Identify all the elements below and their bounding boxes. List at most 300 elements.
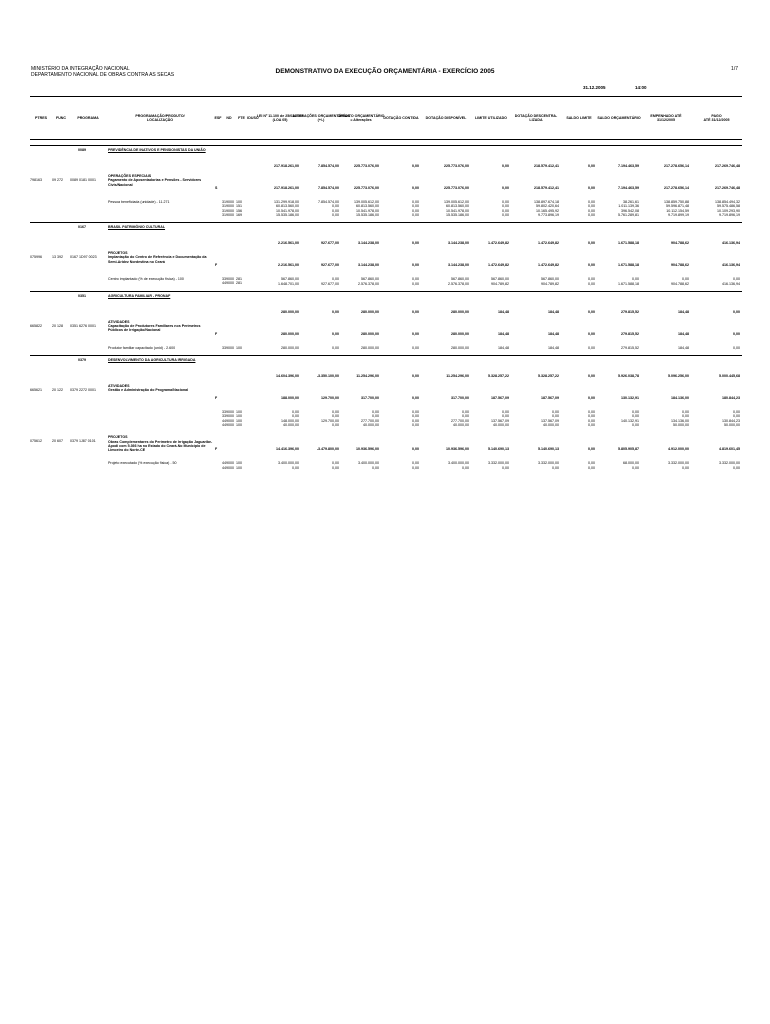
amount-cell: 137.567,09 bbox=[541, 418, 559, 423]
amount-cell: 1.472.649,82 bbox=[488, 263, 509, 268]
col-fte: FTE bbox=[238, 115, 245, 120]
section-divider bbox=[30, 222, 742, 223]
amount-cell: 9.719.896,19 bbox=[719, 212, 740, 217]
report-title: DEMONSTRATIVO DA EXECUÇÃO ORÇAMENTÁRIA - EXERCÍCIO 2005 bbox=[275, 68, 495, 75]
col-nd: ND bbox=[226, 115, 232, 120]
program-action-code: 0089 0181 0001 bbox=[70, 178, 96, 182]
amount-cell: 0,00 bbox=[733, 277, 740, 282]
amount-cell: 280.000,00 bbox=[361, 331, 379, 336]
amount-cell: 0,00 bbox=[332, 461, 339, 466]
amount-cell: 130.132,91 bbox=[621, 396, 639, 401]
amount-cell: 0,00 bbox=[412, 461, 419, 466]
amount-cell: 184,48 bbox=[548, 331, 559, 336]
amount-cell: 0,00 bbox=[588, 263, 595, 268]
amount-cell: 59.575.486,58 bbox=[717, 204, 740, 209]
nd-code: 339000 bbox=[222, 345, 234, 350]
amount-cell: 280.000,00 bbox=[451, 331, 469, 336]
amount-cell: 184,48 bbox=[678, 345, 689, 350]
col-ptres: PTRES bbox=[35, 115, 47, 120]
amount-cell: 280.000,00 bbox=[451, 309, 469, 314]
amount-cell: 904.788,62 bbox=[671, 263, 689, 268]
amount-cell: 218.579.412,41 bbox=[534, 186, 559, 190]
func-code: 09 272 bbox=[52, 178, 63, 182]
amount-cell: 0,00 bbox=[502, 414, 509, 419]
amount-cell: 1.472.649,82 bbox=[538, 263, 559, 268]
amount-cell: 0,00 bbox=[552, 410, 559, 415]
amount-cell: 0,00 bbox=[682, 414, 689, 419]
amount-cell: 0,00 bbox=[502, 186, 509, 190]
esf-code: F bbox=[215, 447, 218, 452]
amount-cell: 7.194.463,59 bbox=[618, 186, 639, 190]
amount-cell: 0,00 bbox=[588, 396, 595, 401]
amount-cell: 5.805.905,87 bbox=[618, 447, 639, 452]
amount-cell: 60.813.560,00 bbox=[446, 204, 469, 209]
amount-cell: 0,00 bbox=[682, 410, 689, 415]
amount-cell: 2.576.378,00 bbox=[448, 281, 469, 286]
amount-cell: 0,00 bbox=[332, 345, 339, 350]
amount-cell: 280.000,00 bbox=[361, 309, 379, 314]
amount-cell: 138.859.750,88 bbox=[664, 200, 689, 204]
amount-cell: 184,48 bbox=[678, 331, 689, 336]
amount-cell: 40.000,00 bbox=[283, 423, 299, 427]
amount-cell: 217.278.656,14 bbox=[664, 186, 689, 190]
amount-cell: 904.789,82 bbox=[541, 281, 559, 286]
amount-cell: 0,00 bbox=[412, 345, 419, 350]
amount-cell: 279.815,52 bbox=[621, 309, 639, 314]
amount-cell: 138.854.494,32 bbox=[715, 200, 740, 204]
amount-cell: 0,00 bbox=[412, 186, 419, 190]
col-iduso: IDUSO bbox=[247, 115, 259, 120]
amount-cell: 0,00 bbox=[588, 410, 595, 415]
amount-cell: 0,00 bbox=[412, 331, 419, 336]
amount-cell: 0,00 bbox=[588, 423, 595, 427]
amount-cell: 138.897.674,18 bbox=[534, 200, 559, 204]
page-number: 1/7 bbox=[731, 66, 738, 72]
amount-cell: 217.918.261,00 bbox=[274, 186, 299, 190]
amount-cell: 10.936.596,00 bbox=[446, 447, 469, 452]
section-divider bbox=[30, 291, 742, 292]
amount-cell: 0,00 bbox=[588, 461, 595, 466]
amount-cell: 225.773.076,00 bbox=[444, 164, 469, 168]
amount-cell: 0,00 bbox=[588, 241, 595, 246]
amount-cell: 225.773.076,00 bbox=[354, 186, 379, 190]
amount-cell: 1.671.588,18 bbox=[618, 263, 639, 268]
amount-cell: 0,00 bbox=[588, 418, 595, 423]
amount-cell: 0,00 bbox=[588, 374, 595, 379]
col-empenhado: EMPENHADO ATÉ 31/12/2005 bbox=[650, 113, 682, 122]
amount-cell: -3.350.100,00 bbox=[316, 374, 339, 379]
amount-cell: 4.912.000,00 bbox=[668, 447, 689, 452]
amount-cell: 10.541.978,00 bbox=[356, 208, 379, 213]
amount-cell: 0,00 bbox=[412, 423, 419, 427]
func-code: 13 392 bbox=[52, 255, 63, 260]
amount-cell: 1.671.588,18 bbox=[618, 241, 639, 246]
amount-cell: 317.700,00 bbox=[451, 396, 469, 401]
amount-cell: 904.788,62 bbox=[671, 241, 689, 246]
amount-cell: 567.860,00 bbox=[451, 277, 469, 282]
detail-product: Projeto executado (% execução física) - 50 bbox=[108, 461, 177, 466]
amount-cell: 217.269.746,48 bbox=[715, 186, 740, 190]
amount-cell: 0,00 bbox=[332, 465, 339, 470]
amount-cell: 0,00 bbox=[632, 423, 639, 427]
amount-cell: 0,00 bbox=[588, 309, 595, 314]
action-title: PROJETOS Implantação do Centro de Referência e Documentação da Semi-Aridez Nordestina no Ceará bbox=[108, 251, 207, 264]
amount-cell: 10.936.596,00 bbox=[356, 447, 379, 452]
amount-cell: 131.299.918,00 bbox=[274, 200, 299, 204]
amount-cell: 2.216.561,00 bbox=[278, 241, 299, 246]
amount-cell: 50.000,00 bbox=[673, 423, 689, 427]
amount-cell: 0,00 bbox=[588, 447, 595, 452]
detail-product: Centro implantado (% de execução física) - 100 bbox=[108, 277, 184, 282]
amount-cell: 0,00 bbox=[332, 331, 339, 336]
amount-cell: 7.854.574,00 bbox=[318, 186, 339, 190]
amount-cell: 218.579.412,41 bbox=[534, 164, 559, 168]
amount-cell: 5.000.445,68 bbox=[719, 374, 740, 379]
amount-cell: 1.472.649,82 bbox=[488, 241, 509, 246]
amount-cell: 0,00 bbox=[332, 414, 339, 419]
amount-cell: 0,00 bbox=[412, 414, 419, 419]
amount-cell: 0,00 bbox=[372, 465, 379, 470]
amount-cell: 0,00 bbox=[412, 465, 419, 470]
amount-cell: 68.000,00 bbox=[623, 461, 639, 466]
col-saldo-limite: SALDO LIMITE bbox=[566, 115, 592, 120]
amount-cell: 0,00 bbox=[412, 277, 419, 282]
amount-cell: 0,00 bbox=[412, 396, 419, 401]
amount-cell: 0,00 bbox=[412, 241, 419, 246]
amount-cell: 129.700,00 bbox=[321, 418, 339, 423]
amount-cell: 0,00 bbox=[292, 410, 299, 415]
ptres-code: 798163 bbox=[30, 178, 42, 182]
report-date: 31.12.2005 bbox=[583, 85, 606, 90]
amount-cell: 40.000,00 bbox=[543, 423, 559, 427]
amount-cell: 0,00 bbox=[632, 414, 639, 419]
amount-cell: 0,00 bbox=[588, 465, 595, 470]
action-title: ATIVIDADES Capacitação de Produtores Familiares nos Perímetros Públicos de Irrigação/Nacional bbox=[108, 319, 201, 333]
amount-cell: 0,00 bbox=[332, 204, 339, 209]
amount-cell: 3.332.000,00 bbox=[488, 461, 509, 466]
amount-cell: 184,48 bbox=[498, 331, 509, 336]
program-action-code: 0379 1J87 0101 bbox=[70, 439, 96, 444]
amount-cell: 10.109.293,90 bbox=[717, 208, 740, 213]
nd-code: 319000 319000 319000 319000 bbox=[222, 200, 234, 217]
amount-cell: 0,00 bbox=[588, 164, 595, 168]
amount-cell: 0,00 bbox=[682, 465, 689, 470]
amount-cell: 0,00 bbox=[733, 410, 740, 415]
amount-cell: 15.535.186,00 bbox=[276, 212, 299, 217]
amount-cell: 137.567,09 bbox=[491, 418, 509, 423]
amount-cell: 927.677,00 bbox=[321, 281, 339, 286]
amount-cell: 134.136,00 bbox=[671, 418, 689, 423]
amount-cell: 184,48 bbox=[498, 345, 509, 350]
amount-cell: 3.400.000,00 bbox=[278, 461, 299, 466]
amount-cell: 139.005.612,00 bbox=[354, 200, 379, 204]
amount-cell: 59.596.871,48 bbox=[666, 204, 689, 209]
program-title: PREVIDÊNCIA DE INATIVOS E PENSIONISTAS DA UNIÃO bbox=[108, 148, 206, 152]
amount-cell: 3.332.000,00 bbox=[538, 461, 559, 466]
amount-cell: 277.700,00 bbox=[361, 418, 379, 423]
amount-cell: 904.788,62 bbox=[671, 281, 689, 286]
amount-cell: 7.854.574,00 bbox=[318, 164, 339, 168]
amount-cell: 927.677,00 bbox=[321, 263, 339, 268]
amount-cell: 225.773.076,00 bbox=[444, 186, 469, 190]
amount-cell: 5.140.690,13 bbox=[488, 447, 509, 452]
amount-cell: 567.860,00 bbox=[361, 277, 379, 282]
amount-cell: 14.604.396,00 bbox=[276, 374, 299, 379]
amount-cell: 187.567,09 bbox=[491, 396, 509, 401]
amount-cell: 0,00 bbox=[502, 212, 509, 217]
amount-cell: 59.802.420,64 bbox=[536, 204, 559, 209]
amount-cell: 0,00 bbox=[292, 414, 299, 419]
report-table-body bbox=[30, 138, 742, 948]
col-dotacao-disponivel: DOTAÇÃO DISPONÍVEL bbox=[425, 115, 467, 120]
program-action-code: 0379 2272 0001 bbox=[70, 388, 96, 393]
amount-cell: 3.400.000,00 bbox=[358, 461, 379, 466]
col-programacao: PROGRAMAÇÃO/PRODUTO/ LOCALIZAÇÃO bbox=[135, 113, 185, 122]
amount-cell: 0,00 bbox=[332, 212, 339, 217]
amount-cell: 0,00 bbox=[332, 309, 339, 314]
ptres-code: 075996 bbox=[30, 255, 42, 260]
amount-cell: 217.918.261,00 bbox=[274, 164, 299, 168]
amount-cell: 0,00 bbox=[682, 277, 689, 282]
amount-cell: 5.140.690,13 bbox=[538, 447, 559, 452]
amount-cell: 10.541.978,00 bbox=[446, 208, 469, 213]
col-alteracoes: ALTERAÇÕES ORÇAMENTÁRIAS (+/-) bbox=[292, 113, 350, 122]
amount-cell: 279.815,52 bbox=[621, 331, 639, 336]
fte-code: 100 bbox=[236, 345, 242, 350]
amount-cell: 280.000,00 bbox=[281, 309, 299, 314]
amount-cell: 567.860,00 bbox=[491, 277, 509, 282]
program-code: 0167 bbox=[78, 225, 86, 230]
amount-cell: 0,00 bbox=[632, 277, 639, 282]
col-dotacao-contida: DOTAÇÃO CONTIDA bbox=[383, 115, 419, 120]
program-code: 0089 bbox=[78, 148, 86, 152]
amount-cell: 279.815,52 bbox=[621, 345, 639, 350]
amount-cell: 40.000,00 bbox=[453, 423, 469, 427]
amount-cell: 184,48 bbox=[548, 345, 559, 350]
amount-cell: 60.813.560,00 bbox=[356, 204, 379, 209]
action-title: ATIVIDADES Gestão e Administração do Programa/Nacional bbox=[108, 384, 189, 393]
amount-cell: 1.011.139,36 bbox=[618, 204, 639, 209]
col-credito: CRÉDITO ORÇAMENTÁRIO = Alterações bbox=[337, 113, 385, 122]
ptres-code: 665822 bbox=[30, 323, 42, 328]
col-func: FUNC bbox=[56, 115, 66, 120]
program-code: 0379 bbox=[78, 358, 86, 363]
department-name: DEPARTAMENTO NACIONAL DE OBRAS CONTRA AS SECAS bbox=[31, 72, 175, 78]
amount-cell: 0,00 bbox=[733, 331, 740, 336]
amount-cell: 567.860,00 bbox=[541, 277, 559, 282]
amount-cell: 280.000,00 bbox=[281, 331, 299, 336]
amount-cell: 0,00 bbox=[588, 281, 595, 286]
amount-cell: 0,00 bbox=[412, 418, 419, 423]
amount-cell: 0,00 bbox=[502, 204, 509, 209]
amount-cell: 2.216.561,00 bbox=[278, 263, 299, 268]
amount-cell: 0,00 bbox=[588, 204, 595, 209]
col-dotacao-descentralizada: DOTAÇÃO DESCENTRA- LIZADA bbox=[514, 113, 558, 122]
amount-cell: 0,00 bbox=[462, 410, 469, 415]
amount-cell: 60.813.560,00 bbox=[276, 204, 299, 209]
col-lei: LEI Nº 11.100 de 25/01/2005 (LOA 05) bbox=[256, 113, 304, 122]
amount-cell: 0,00 bbox=[502, 465, 509, 470]
esf-code: F bbox=[215, 331, 218, 336]
amount-cell: 416.136,94 bbox=[722, 281, 740, 286]
amount-cell: 0,00 bbox=[412, 410, 419, 415]
amount-cell: 0,00 bbox=[733, 465, 740, 470]
amount-cell: 0,00 bbox=[372, 410, 379, 415]
action-title: OPERAÇÕES ESPECIAIS Pagamento de Aposentadorias e Pensões - Servidores Civis/Nacional bbox=[108, 174, 202, 187]
func-code: 20 607 bbox=[52, 439, 63, 444]
amount-cell: 3.332.000,00 bbox=[719, 461, 740, 466]
ministry-name: MINISTÉRIO DA INTEGRAÇÃO NACIONAL bbox=[31, 66, 130, 72]
amount-cell: 0,00 bbox=[733, 345, 740, 350]
col-program: PROGRAMA bbox=[77, 115, 99, 120]
amount-cell: 130.844,23 bbox=[722, 418, 740, 423]
amount-cell: 9.719.899,19 bbox=[668, 212, 689, 217]
amount-cell: 40.000,00 bbox=[493, 423, 509, 427]
amount-cell: 904.789,82 bbox=[491, 281, 509, 286]
amount-cell: 10.165.495,92 bbox=[536, 208, 559, 213]
amount-cell: 0,00 bbox=[332, 423, 339, 427]
amount-cell: 14.416.396,00 bbox=[276, 447, 299, 452]
amount-cell: 40.000,00 bbox=[363, 423, 379, 427]
amount-cell: 3.144.238,00 bbox=[448, 241, 469, 246]
fte-code: 100 151 156 169 bbox=[236, 200, 242, 217]
amount-cell: 0,00 bbox=[412, 208, 419, 213]
esf-code: F bbox=[215, 263, 218, 268]
amount-cell: 0,00 bbox=[632, 410, 639, 415]
amount-cell: 0,00 bbox=[412, 204, 419, 209]
col-limite-utilizado: LIMITE UTILIZADO bbox=[475, 115, 507, 120]
amount-cell: 15.535.186,00 bbox=[446, 212, 469, 217]
ptres-code: 075612 bbox=[30, 439, 42, 444]
amount-cell: 0,00 bbox=[588, 212, 595, 217]
amount-cell: 5.761.289,81 bbox=[618, 212, 639, 217]
amount-cell: 280.000,00 bbox=[451, 345, 469, 350]
amount-cell: 184,48 bbox=[548, 309, 559, 314]
col-pago: PAGO ATÉ 31/12/2005 bbox=[703, 113, 730, 122]
amount-cell: 0,00 bbox=[588, 186, 595, 190]
amount-cell: 277.700,00 bbox=[451, 418, 469, 423]
amount-cell: 7.194.463,59 bbox=[618, 164, 639, 168]
program-action-code: 0167 1D97 0023 bbox=[70, 255, 97, 260]
nd-code: 339000 339000 449000 449000 bbox=[222, 410, 234, 427]
amount-cell: 0,00 bbox=[412, 309, 419, 314]
amount-cell: 148.000,00 bbox=[281, 418, 299, 423]
program-title: DESENVOLVIMENTO DA AGRICULTURA IRRIGADA bbox=[108, 358, 196, 363]
amount-cell: 225.773.076,00 bbox=[354, 164, 379, 168]
func-code: 20 128 bbox=[52, 323, 63, 328]
amount-cell: 217.278.656,14 bbox=[664, 164, 689, 168]
amount-cell: 0,00 bbox=[412, 212, 419, 217]
amount-cell: 139.005.612,00 bbox=[444, 200, 469, 204]
amount-cell: 0,00 bbox=[552, 465, 559, 470]
amount-cell: 180.844,23 bbox=[722, 396, 740, 401]
amount-cell: 0,00 bbox=[733, 414, 740, 419]
ptres-code: 665621 bbox=[30, 388, 42, 393]
amount-cell: 5.328.257,22 bbox=[488, 374, 509, 379]
amount-cell: 0,00 bbox=[372, 414, 379, 419]
amount-cell: 184,48 bbox=[678, 309, 689, 314]
amount-cell: 0,00 bbox=[502, 208, 509, 213]
amount-cell: 3.144.238,00 bbox=[358, 263, 379, 268]
amount-cell: 3.332.000,00 bbox=[668, 461, 689, 466]
amount-cell: 0,00 bbox=[632, 465, 639, 470]
amount-cell: 1.671.588,18 bbox=[618, 281, 639, 286]
section-divider bbox=[30, 355, 742, 356]
amount-cell: 4.819.601,45 bbox=[719, 447, 740, 452]
esf-code: F bbox=[215, 396, 218, 401]
nd-code: 339000 449000 bbox=[222, 277, 234, 286]
amount-cell: 187.567,09 bbox=[541, 396, 559, 401]
amount-cell: 38.261,61 bbox=[623, 200, 639, 204]
amount-cell: 1.472.649,82 bbox=[538, 241, 559, 246]
amount-cell: 0,00 bbox=[332, 208, 339, 213]
amount-cell: 217.269.746,48 bbox=[715, 164, 740, 168]
amount-cell: 927.677,00 bbox=[321, 241, 339, 246]
amount-cell: 3.144.238,00 bbox=[358, 241, 379, 246]
col-esf: ESF bbox=[214, 115, 222, 120]
esf-code: S bbox=[215, 186, 218, 190]
column-headers bbox=[30, 96, 742, 140]
fte-code: 100 100 100 100 bbox=[236, 410, 242, 427]
program-title: AGRICULTURA FAMILIAR - PRONAF bbox=[108, 293, 171, 298]
amount-cell: 0,00 bbox=[412, 200, 419, 204]
amount-cell: 0,00 bbox=[462, 414, 469, 419]
amount-cell: 140.132,91 bbox=[621, 418, 639, 423]
amount-cell: 3.400.000,00 bbox=[448, 461, 469, 466]
action-title: PROJETOS Obras Complementares do Perímetro de Irrigação Jaguaribe-Apodi com 5.393 ha no Estado do Ceará-No Município de Limoeiro do Norte-CE bbox=[108, 435, 213, 453]
amount-cell: 188.000,00 bbox=[281, 396, 299, 401]
amount-cell: 11.254.296,00 bbox=[446, 374, 469, 379]
amount-cell: 0,00 bbox=[502, 164, 509, 168]
amount-cell: 396.542,08 bbox=[621, 208, 639, 213]
section-divider bbox=[30, 145, 742, 146]
col-saldo-orcamentario: SALDO ORÇAMENTÁRIO bbox=[597, 115, 641, 120]
amount-cell: 10.541.978,00 bbox=[276, 208, 299, 213]
amount-cell: 0,00 bbox=[588, 331, 595, 336]
report-time: 14:00 bbox=[635, 85, 647, 90]
amount-cell: 129.700,00 bbox=[321, 396, 339, 401]
amount-cell: 15.535.186,00 bbox=[356, 212, 379, 217]
func-code: 20 122 bbox=[52, 388, 63, 393]
amount-cell: 416.136,94 bbox=[722, 263, 740, 268]
amount-cell: 11.254.296,00 bbox=[356, 374, 379, 379]
detail-product: Pessoa beneficiada (unidade) - 11.271 bbox=[108, 200, 170, 204]
amount-cell: 0,00 bbox=[552, 414, 559, 419]
amount-cell: 7.854.574,00 bbox=[318, 200, 339, 204]
fte-code: 100 100 bbox=[236, 461, 242, 470]
amount-cell: 10.112.154,59 bbox=[666, 208, 689, 213]
amount-cell: 567.860,00 bbox=[281, 277, 299, 282]
fte-code: 281 281 bbox=[236, 277, 242, 286]
amount-cell: 3.144.238,00 bbox=[448, 263, 469, 268]
amount-cell: 1.648.701,00 bbox=[278, 281, 299, 286]
amount-cell: 0,00 bbox=[462, 465, 469, 470]
amount-cell: 0,00 bbox=[502, 410, 509, 415]
amount-cell: 0,00 bbox=[412, 263, 419, 268]
amount-cell: 50.000,00 bbox=[724, 423, 740, 427]
amount-cell: 280.000,00 bbox=[361, 345, 379, 350]
amount-cell: 0,00 bbox=[733, 309, 740, 314]
amount-cell: 5.926.038,78 bbox=[618, 374, 639, 379]
amount-cell: 280.000,00 bbox=[281, 345, 299, 350]
amount-cell: 0,00 bbox=[588, 200, 595, 204]
amount-cell: 5.096.256,00 bbox=[668, 374, 689, 379]
amount-cell: 2.576.378,00 bbox=[358, 281, 379, 286]
amount-cell: 0,00 bbox=[588, 277, 595, 282]
amount-cell: 0,00 bbox=[412, 447, 419, 452]
amount-cell: 0,00 bbox=[588, 208, 595, 213]
amount-cell: 0,00 bbox=[588, 345, 595, 350]
